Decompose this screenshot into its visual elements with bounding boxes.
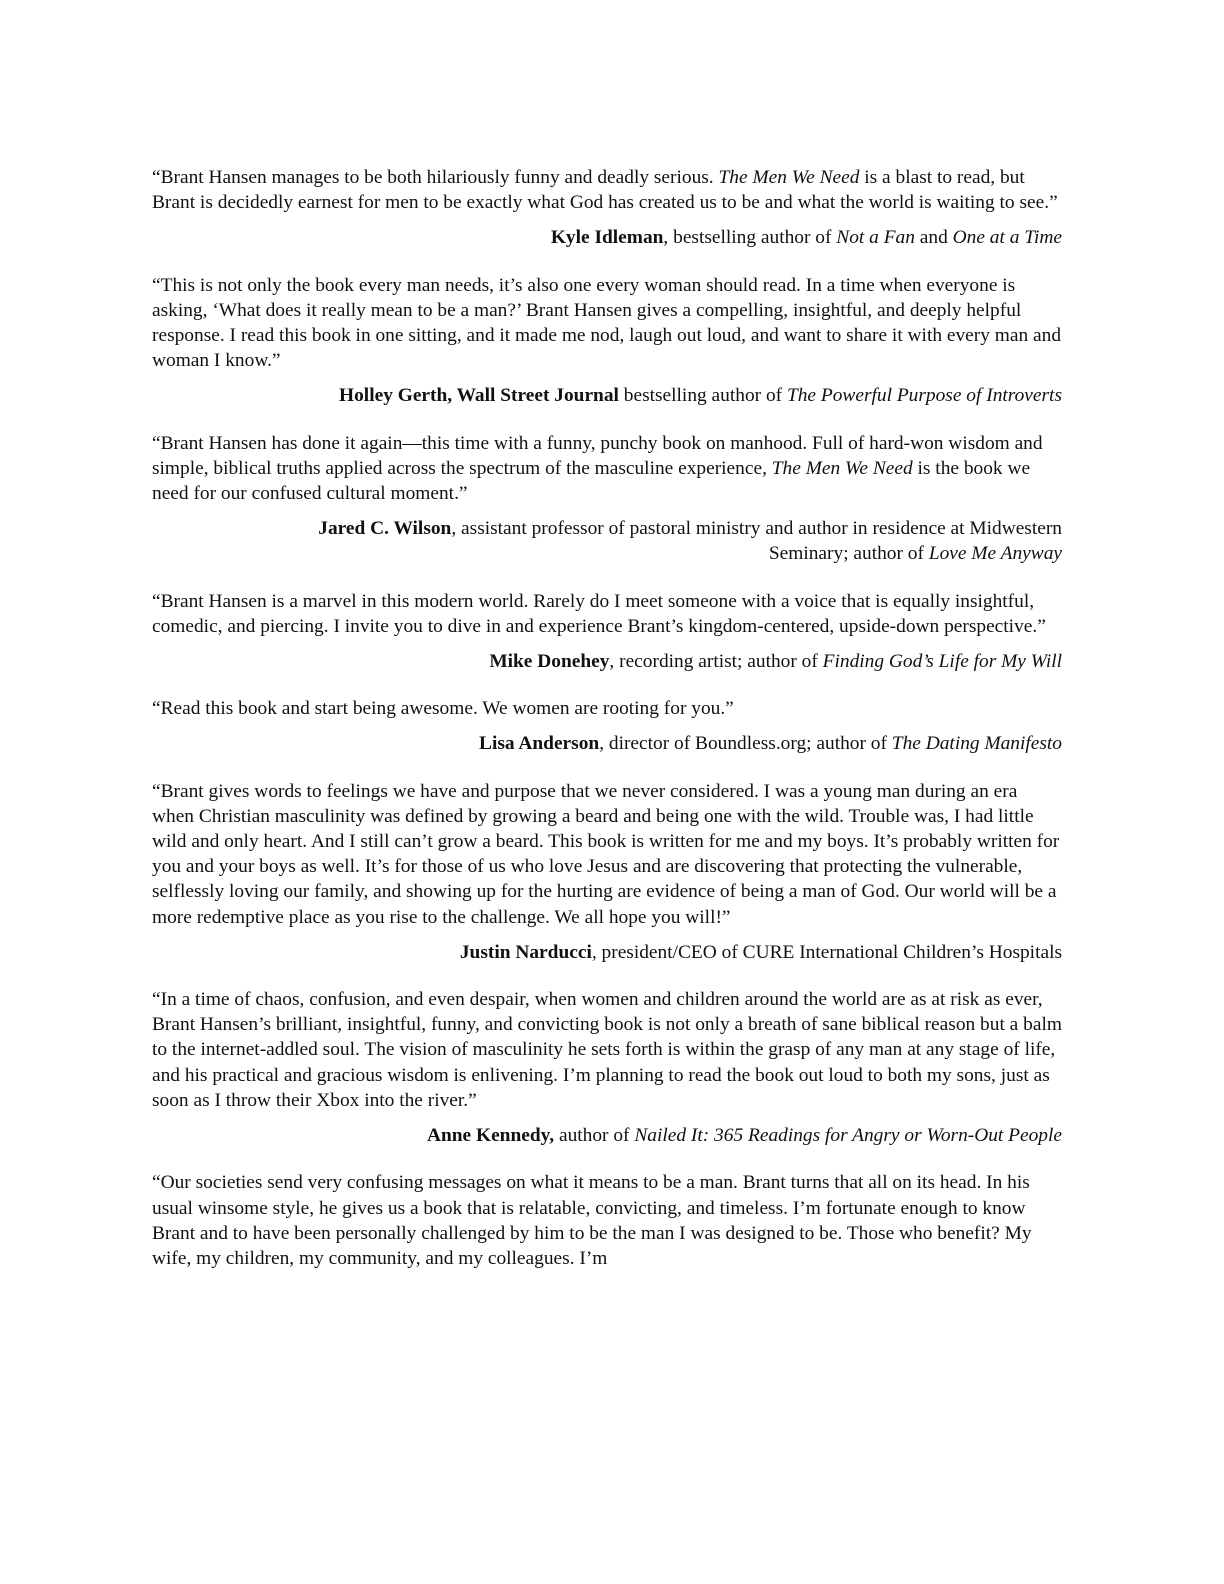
book-title: One at a Time bbox=[952, 227, 1062, 249]
endorser-name: Justin Narducci bbox=[459, 941, 592, 963]
endorsement-quote: “In a time of chaos, confusion, and even despair, when women and children around the world are as at risk as ever, Brant Hansen’s brilliant, insightful, funny, and convicting book is not only a breath of sane biblical reason but a balm to the internet-addled soul. The vision of masculinity he sets forth is within the grasp of any man at any stage of life, and his practical and gracious wisdom is enlivening. I’m planning to read the book out loud to both my sons, just as soon as I throw their Xbox into the river.” bbox=[152, 989, 1062, 1111]
endorser-name: Lisa Anderson bbox=[479, 733, 600, 755]
endorser-name: Mike Donehey bbox=[489, 651, 610, 673]
book-title: The Men We Need bbox=[718, 167, 860, 188]
endorsement-quote: “Read this book and start being awesome. We women are rooting for you.” bbox=[152, 698, 734, 720]
endorser-name: Holley Gerth, Wall Street Journal bbox=[339, 385, 619, 407]
book-title: Not a Fan bbox=[836, 227, 915, 249]
book-title: The Men We Need bbox=[771, 457, 913, 479]
book-title: Love Me Anyway bbox=[928, 543, 1062, 565]
book-title: Finding God’s Life for My Will bbox=[822, 651, 1062, 673]
endorsement-attribution: Kyle Idleman, bestselling author of Not a Fan and One at a Time bbox=[550, 227, 1062, 249]
endorsement-attribution: Lisa Anderson, director of Boundless.org; author of The Dating Manifesto bbox=[479, 733, 1062, 755]
endorsement-attribution: Justin Narducci, president/CEO of CURE International Children’s Hospitals bbox=[459, 941, 1062, 963]
endorsements-list bbox=[152, 165, 1062, 1271]
endorsement-quote: “Brant Hansen is a marvel in this modern world. Rarely do I meet someone with a voice that is equally insightful, comedic, and piercing. I invite you to dive in and experience Brant’s kingdom-centered, upside-down perspective.” bbox=[152, 590, 1046, 637]
endorsement-attribution: Mike Donehey, recording artist; author of Finding God’s Life for My Will bbox=[489, 651, 1062, 673]
endorsement-quote: “Our societies send very confusing messages on what it means to be a man. Brant turns that all on its head. In his usual winsome style, he gives us a book that is relatable, convicting, and timeless. I’m fortunate enough to know Brant and to have been personally challenged by him to be the man I was designed to be. Those who benefit? My wife, my children, my community, and my colleagues. I’m bbox=[152, 1172, 1032, 1269]
endorsement-quote: “This is not only the book every man needs, it’s also one every woman should read. In a time when everyone is asking, ‘What does it really mean to be a man?’ Brant Hansen gives a compelling, insightful, and deeply helpful response. I read this book in one sitting, and it made me nod, laugh out loud, and want to share it with every man and woman I know.” bbox=[152, 274, 1062, 372]
book-title: The Dating Manifesto bbox=[891, 733, 1062, 755]
endorsement-attribution: Jared C. Wilson, assistant professor of pastoral ministry and author in residence at Midwestern Seminary; author of Love Me Anyway bbox=[318, 518, 1062, 565]
endorsement-quote: “Brant Hansen has done it again—this time with a funny, punchy book on manhood. Full of hard-won wisdom and simple, biblical truths applied across the spectrum of the masculine experience, The Men We Need is the book we need for our confused cultural moment.” bbox=[152, 432, 1043, 505]
endorsement-quote: “Brant Hansen manages to be both hilariously funny and deadly serious. The Men We Need is a blast to read, but Brant is decidedly earnest for men to be exactly what God has created us to be and what the world is waiting to see.” bbox=[152, 167, 1058, 214]
book-title: The Powerful Purpose of Introverts bbox=[786, 385, 1062, 407]
endorsement-attribution: Holley Gerth, Wall Street Journal bestselling author of The Powerful Purpose of Introverts bbox=[339, 385, 1062, 407]
endorsement-attribution: Anne Kennedy, author of Nailed It: 365 Readings for Angry or Worn-Out People bbox=[426, 1125, 1062, 1147]
book-title: Nailed It: 365 Readings for Angry or Worn-Out People bbox=[634, 1125, 1062, 1147]
endorsement-quote: “Brant gives words to feelings we have and purpose that we never considered. I was a young man during an era when Christian masculinity was defined by growing a beard and being one with the wild. Trouble was, I had little wild and only heart. And I still can’t grow a beard. This book is written for me and my boys. It’s probably written for you and your boys as well. It’s for those of us who love Jesus and are discovering that protecting the vulnerable, selflessly loving our family, and showing up for the hurting are evidence of being a man of God. Our world will be a more redemptive place as you rise to the challenge. We all hope you will!” bbox=[152, 780, 1060, 928]
endorser-name: Jared C. Wilson bbox=[318, 518, 452, 540]
endorser-name: Kyle Idleman bbox=[550, 227, 664, 249]
endorser-name: Anne Kennedy, bbox=[426, 1125, 555, 1147]
